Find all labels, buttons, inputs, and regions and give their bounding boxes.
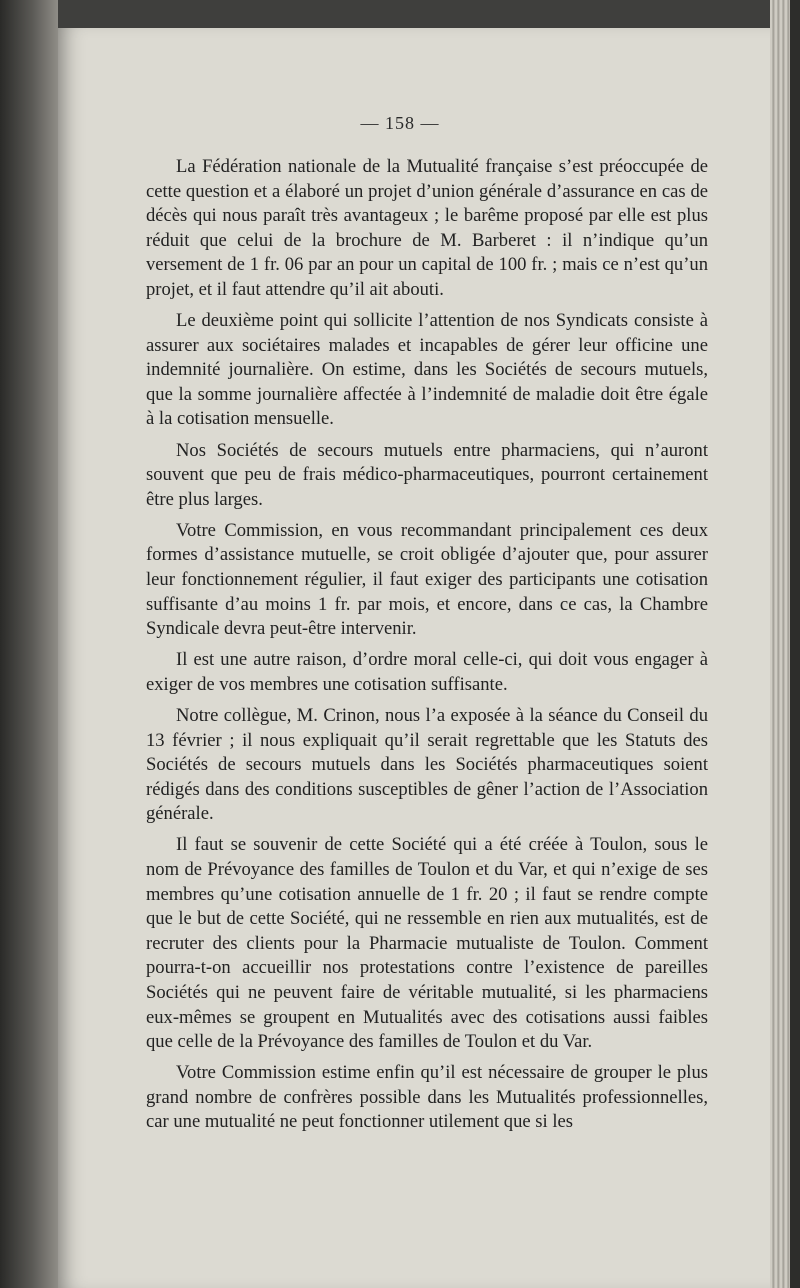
paragraph: Votre Commission, en vous recommandant principalement ces deux formes d’assistance mutuelle, se croit obligée d’ajouter que, pour assurer leur fonctionnement régulier, il faut exiger des participants une cotisation suffisante d’au moins 1 fr. par mois, et encore, dans ce cas, la Chambre Syndicale devra peut-être intervenir.	[146, 519, 708, 640]
paragraph: Notre collègue, M. Crinon, nous l’a exposée à la séance du Conseil du 13 février ; il nous expliquait qu’il serait regrettable que les Statuts des Sociétés de secours mutuels dans les Sociétés pharmaceutiques soient rédigés dans des conditions susceptibles de gêner l’action de l’Association générale.	[146, 704, 708, 825]
book-spine-shadow	[0, 0, 58, 1288]
paragraph: Nos Sociétés de secours mutuels entre pharmaciens, qui n’auront souvent que peu de frais médico-pharmaceutiques, pourront certainement être plus larges.	[146, 439, 708, 510]
paragraph: Il est une autre raison, d’ordre moral celle-ci, qui doit vous engager à exiger de vos membres une cotisation suffisante.	[146, 649, 708, 695]
body-text	[146, 155, 708, 1135]
paragraph: La Fédération nationale de la Mutualité française s’est préoccupée de cette question et a élaboré un projet d’union générale d’assurance en cas de décès qui nous paraît très avantageux ; le barême proposé par elle est plus réduit que celui de la brochure de M. Barberet : il n’indique qu’un versement de 1 fr. 06 par an pour un capital de 100 fr. ; mais ce n’est qu’un projet, et il faut attendre qu’il ait abouti.	[146, 156, 708, 300]
book-cover-edge	[790, 0, 800, 1288]
paragraph: Votre Commission estime enfin qu’il est nécessaire de grouper le plus grand nombre de confrères possible dans les Mutualités professionnelles, car une mutualité ne peut fonctionner utilement que si les	[146, 1062, 708, 1133]
paragraph: Il faut se souvenir de cette Société qui a été créée à Toulon, sous le nom de Prévoyance des familles de Toulon et du Var, et qui n’exige de ses membres qu’une cotisation annuelle de 1 fr. 20 ; il faut se rendre compte que le but de cette Société, qui ne ressemble en rien aux mutualités, est de recruter des clients pour la Pharmacie mutualiste de Toulon. Comment pourra-t-on accueillir nos protestations contre l’existence de pareilles Sociétés qui ne peuvent faire de véritable mutualité, si les pharmaciens eux-mêmes se groupent en Mutualités avec des cotisations aussi faibles que celle de la Prévoyance des familles de Toulon et du Var.	[146, 834, 708, 1053]
paragraph: Le deuxième point qui sollicite l’attention de nos Syndicats consiste à assurer aux sociétaires malades et incapables de gérer leur officine une indemnité journalière. On estime, dans les Sociétés de secours mutuels, que la somme journalière affectée à l’indemnité de maladie doit être égale à la cotisation mensuelle.	[146, 310, 708, 430]
page-number: — 158 —	[360, 113, 440, 133]
